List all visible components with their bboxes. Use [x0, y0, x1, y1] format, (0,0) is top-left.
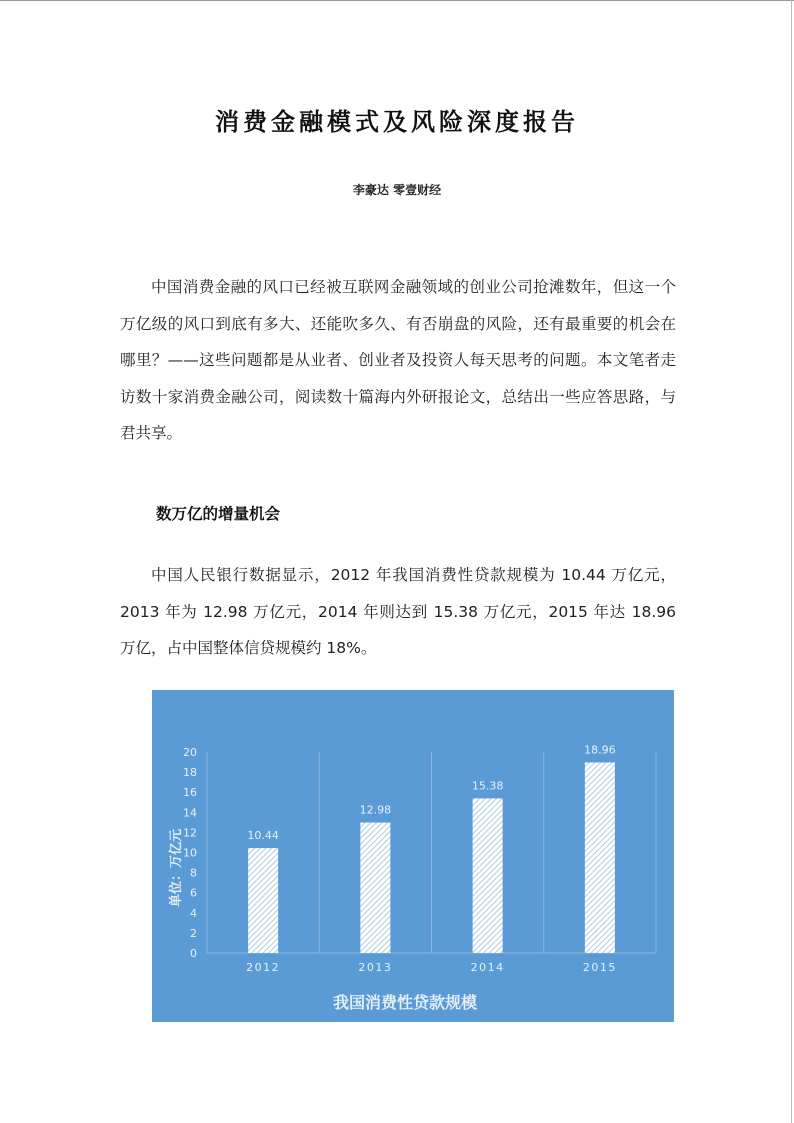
page-right-border — [791, 0, 792, 1123]
intro-paragraph: 中国消费金融的风口已经被互联网金融领域的创业公司抢滩数年，但这一个万亿级的风口到底有多大、还能吹多久、有否崩盘的风险，还有最重要的机会在哪里？——这些问题都是从业者、创业者及投资人每天思考的问题。本文笔者走访数十家消费金融公司，阅读数十篇海内外研报论文，总结出一些应答思路，与君共享。 — [120, 278, 676, 442]
y-tick-label: 16 — [183, 786, 197, 800]
y-tick-label: 20 — [183, 746, 197, 759]
y-tick-label: 6 — [190, 886, 197, 900]
y-tick-label: 8 — [190, 866, 197, 880]
x-tick-label: 2015 — [582, 961, 617, 974]
x-tick-label: 2012 — [246, 961, 281, 974]
loan-scale-chart — [152, 690, 674, 1022]
y-tick-label: 4 — [190, 906, 197, 920]
y-axis-title: 单位：万亿元 — [169, 828, 184, 908]
author-byline: 李豪达 零壹财经 — [352, 183, 442, 197]
data-paragraph: 中国人民银行数据显示，2012 年我国消费性贷款规模为 10.44 万亿元，2013 年为 12.98 万亿元，2014 年则达到 15.38 万亿元，2015 年达 18.96 万亿，占中国整体信贷规模约 18%。 — [120, 566, 676, 657]
data-label: 15.38 — [471, 779, 504, 793]
data-label: 12.98 — [359, 803, 392, 817]
y-tick-label: 2 — [190, 926, 197, 940]
section-heading: 数万亿的增量机会 — [156, 505, 281, 523]
y-tick-label: 10 — [183, 846, 197, 860]
x-tick-label: 2013 — [358, 961, 393, 974]
x-tick-label: 2014 — [470, 961, 505, 974]
page-top-border — [0, 0, 794, 1]
bar — [473, 798, 503, 953]
bar — [360, 823, 390, 953]
document-title: 消费金融模式及风险深度报告 — [215, 108, 579, 136]
data-label: 18.96 — [584, 743, 616, 757]
y-tick-label: 14 — [183, 806, 197, 820]
y-tick-label: 12 — [183, 826, 197, 840]
chart-title: 我国消费性贷款规模 — [332, 993, 478, 1012]
bar-chart-svg — [152, 690, 674, 1022]
y-tick-label: 18 — [183, 766, 197, 780]
bar — [585, 762, 615, 953]
bar — [248, 848, 278, 953]
y-tick-label: 0 — [190, 947, 197, 960]
data-label: 10.44 — [247, 829, 279, 843]
